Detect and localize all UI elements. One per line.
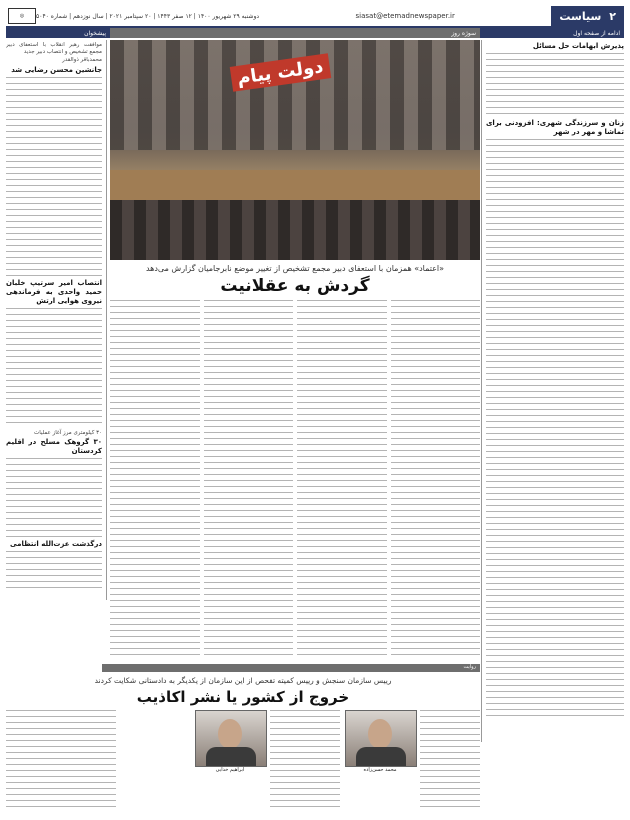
photo-audience: [110, 200, 480, 260]
left-article-1-kicker: موافقت رهبر انقلاب با استعفای دبیر مجمع تشخیص و انتصاب دبیر جدید: [6, 42, 102, 55]
section-name: سیاست: [559, 9, 602, 23]
left-article-2-title: انتصاب امیر سرتیپ خلبان حمید واحدی به فرماندهی نیروی هوایی ارتش: [6, 278, 102, 305]
main-story-kicker: «اعتماد» همزمان با استعفای دبیر مجمع تشخیص از تغییر موضع نابرجامیان گزارش می‌دهد: [145, 264, 445, 273]
left-article-4: [6, 540, 102, 591]
text-block: [6, 308, 102, 428]
left-article-2: [6, 279, 102, 428]
text-column: [297, 300, 387, 660]
photo-table: [110, 170, 480, 200]
bottom-text-column: [270, 710, 340, 810]
left-article-1-subtitle: محمدباقر ذوالقدر: [62, 57, 102, 63]
left-article-4-title: درگذشت عزت‌الله انتظامی: [10, 540, 102, 548]
photo-banner-text: دولت پیام: [230, 53, 331, 91]
bottom-text-column: [6, 710, 116, 810]
main-story-headline: گردش به عقلانیت: [220, 276, 370, 296]
left-article-3-kicker: ۳۰ کیلومتری مرز آغاز عملیات: [34, 429, 102, 436]
page-header: [6, 6, 624, 28]
right-article-1-title: پذیرش ابهامات حل مسائل: [532, 42, 624, 50]
bottom-story-headline: خروج از کشور یا نشر اکاذیب: [136, 688, 350, 706]
text-block: [6, 77, 102, 277]
page-number: ۲: [609, 9, 616, 23]
strip-continued: ادامه از صفحه اول: [476, 28, 624, 38]
text-column: [110, 300, 200, 660]
text-block: [6, 551, 102, 591]
portrait-photo: [195, 710, 267, 767]
portrait-photo: [345, 710, 417, 767]
portrait-caption: ابراهیم خدایی: [215, 767, 245, 773]
section-tab: [551, 6, 624, 26]
text-column: [204, 300, 294, 660]
left-column: [6, 40, 107, 600]
main-story-body: [110, 300, 480, 660]
strip-desk: پیشخوان: [6, 28, 110, 38]
bottom-text-column: [420, 710, 480, 810]
right-column: [481, 40, 624, 742]
right-article-2-title: زنان و سرزندگی شهری: افزودنی برای تماشا و مهر در شهر: [486, 119, 624, 136]
portrait-caption: محمد حسن‌زاده: [363, 767, 397, 773]
main-photo: [110, 40, 480, 260]
text-block: [486, 53, 624, 115]
text-block: [6, 458, 102, 538]
left-article-3: [6, 430, 102, 539]
strip-narrative: روایت: [102, 664, 480, 672]
right-article-1: [486, 42, 624, 115]
photo-background-portraits: [110, 40, 480, 150]
left-article-3-title: ۳۰ گروهک مسلح در اقلیم کردستان: [6, 438, 102, 455]
date-line: دوشنبه ۲۹ شهریور ۱۴۰۰ | ۱۲ صفر ۱۴۴۳ | ۲۰ سپتامبر ۲۰۲۱ | سال نوزدهم | شماره ۵۰۴۰: [36, 12, 260, 20]
newspaper-logo: ◎: [8, 8, 36, 24]
text-column: [391, 300, 481, 660]
text-block: [486, 139, 624, 719]
bottom-story-kicker: رییس سازمان سنجش و رییس کمیته تفحص از این سازمان از یکدیگر به دادستانی شکایت کردند: [94, 676, 392, 685]
strip-story-of-day: سوژه روز: [92, 28, 480, 38]
right-article-2: [486, 119, 624, 719]
left-article-1: [6, 42, 102, 277]
section-email[interactable]: siasat@etemadnewspaper.ir: [355, 12, 455, 20]
left-article-1-title: جانشین محسن رضایی شد: [11, 65, 102, 74]
